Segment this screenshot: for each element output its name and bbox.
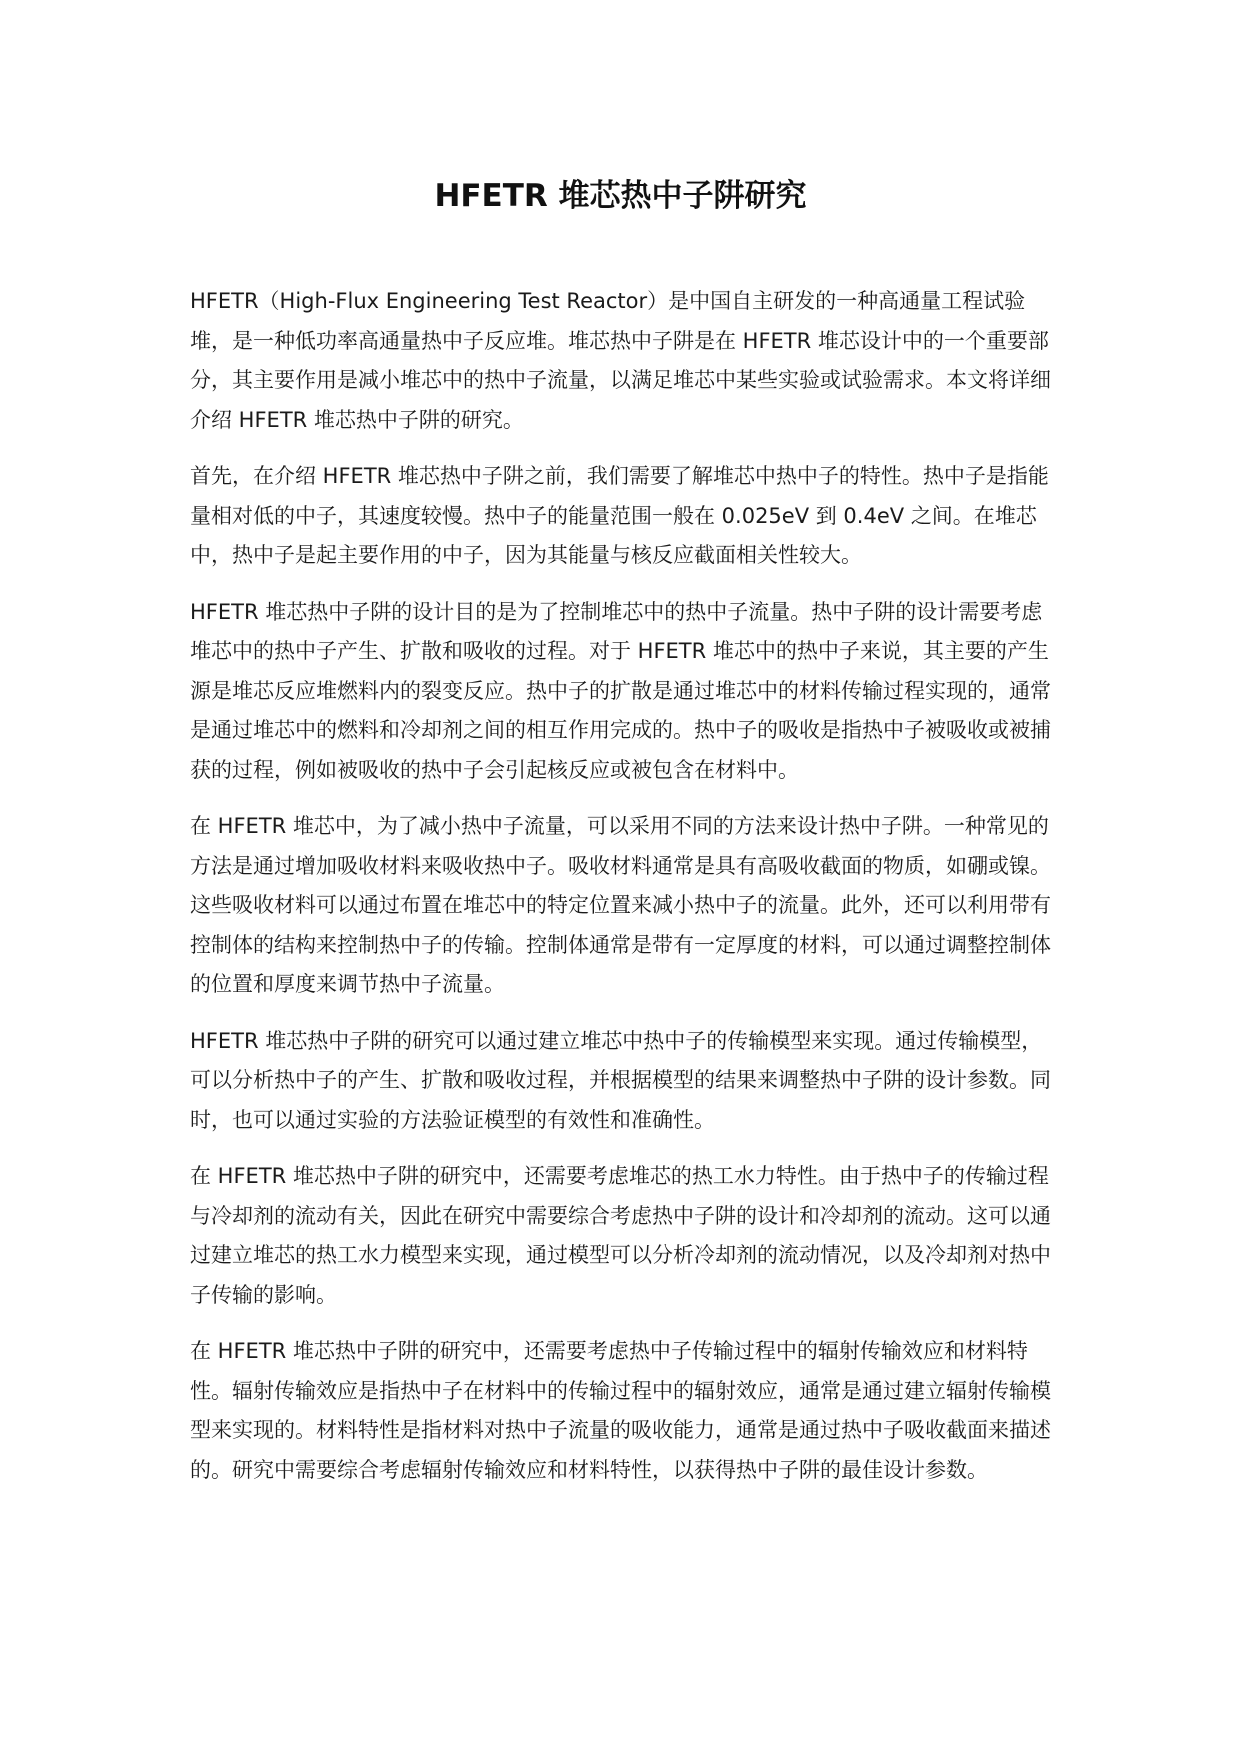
paragraph-2: 首先，在介绍 HFETR 堆芯热中子阱之前，我们需要了解堆芯中热中子的特性。热中子是指能量相对低的中子，其速度较慢。热中子的能量范围一般在 0.025eV 到 0.4eV 之间。在堆芯中，热中子是起主要作用的中子，因为其能量与核反应截面相关性较大。 bbox=[190, 464, 1049, 567]
page-title: HFETR 堆芯热中子阱研究 bbox=[434, 178, 807, 214]
paragraph-1: HFETR（High-Flux Engineering Test Reactor）是中国自主研发的一种高通量工程试验堆，是一种低功率高通量热中子反应堆。堆芯热中子阱是在 HFETR 堆芯设计中的一个重要部分，其主要作用是减小堆芯中的热中子流量，以满足堆芯中某些实验或试验需求。本文将详细介绍 HFETR 堆芯热中子阱的研究。 bbox=[190, 289, 1051, 432]
paragraph-5: HFETR 堆芯热中子阱的研究可以通过建立堆芯中热中子的传输模型来实现。通过传输模型，可以分析热中子的产生、扩散和吸收过程，并根据模型的结果来调整热中子阱的设计参数。同时，也可以通过实验的方法验证模型的有效性和准确性。 bbox=[190, 1028, 1051, 1132]
paragraph-3: HFETR 堆芯热中子阱的设计目的是为了控制堆芯中的热中子流量。热中子阱的设计需要考虑堆芯中的热中子产生、扩散和吸收的过程。对于 HFETR 堆芯中的热中子来说，其主要的产生源是堆芯反应堆燃料内的裂变反应。热中子的扩散是通过堆芯中的材料传输过程实现的，通常是通过堆芯中的燃料和冷却剂之间的相互作用完成的。热中子的吸收是指热中子被吸收或被捕获的过程，例如被吸收的热中子会引起核反应或被包含在材料中。 bbox=[190, 599, 1051, 782]
paragraph-4: 在 HFETR 堆芯中，为了减小热中子流量，可以采用不同的方法来设计热中子阱。一种常见的方法是通过增加吸收材料来吸收热中子。吸收材料通常是具有高吸收截面的物质，如硼或镍。这些吸收材料可以通过布置在堆芯中的特定位置来减小热中子的流量。此外，还可以利用带有控制体的结构来控制热中子的传输。控制体通常是带有一定厚度的材料，可以通过调整控制体的位置和厚度来调节热中子流量。 bbox=[190, 814, 1051, 996]
paragraph-6: 在 HFETR 堆芯热中子阱的研究中，还需要考虑堆芯的热工水力特性。由于热中子的传输过程与冷却剂的流动有关，因此在研究中需要综合考虑热中子阱的设计和冷却剂的流动。这可以通过建立堆芯的热工水力模型来实现，通过模型可以分析冷却剂的流动情况，以及冷却剂对热中子传输的影响。 bbox=[190, 1164, 1051, 1307]
document-body bbox=[190, 282, 1060, 1507]
paragraph-7: 在 HFETR 堆芯热中子阱的研究中，还需要考虑热中子传输过程中的辐射传输效应和材料特性。辐射传输效应是指热中子在材料中的传输过程中的辐射效应，通常是通过建立辐射传输模型来实现的。材料特性是指材料对热中子流量的吸收能力，通常是通过热中子吸收截面来描述的。研究中需要综合考虑辐射传输效应和材料特性，以获得热中子阱的最佳设计参数。 bbox=[190, 1339, 1051, 1482]
